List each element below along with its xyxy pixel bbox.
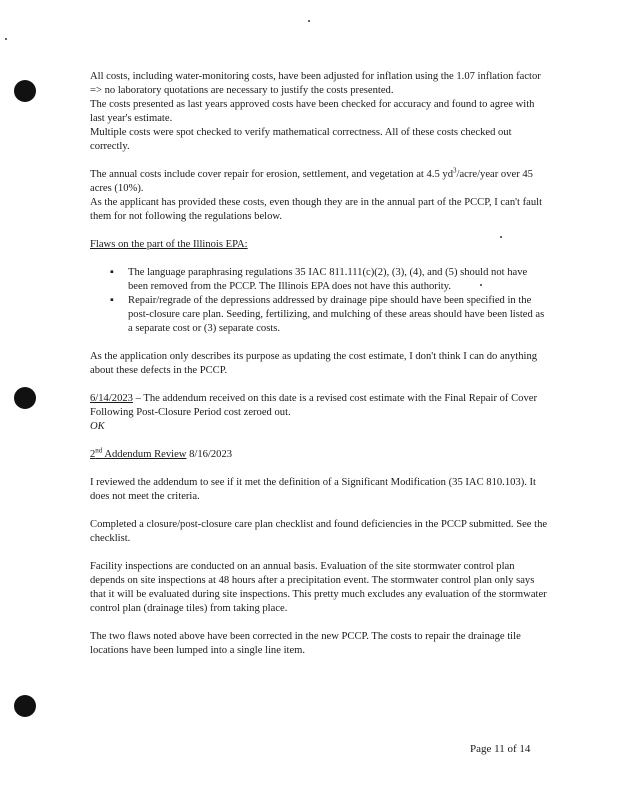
addendum-number: 2: [90, 449, 96, 460]
document-body: [90, 70, 548, 658]
paragraph-flaws-corrected: The two flaws noted above have been corrected in the new PCCP. The costs to repair the drainage tile locations have been lumped into a single line item.: [90, 631, 521, 656]
ok-note: OK: [90, 421, 105, 432]
scan-speck: [308, 20, 310, 22]
flaw-item-1: [110, 266, 548, 294]
punch-hole-top: [14, 80, 36, 102]
annual-costs-text-end: /acre/year over 45 acres (10%).: [90, 169, 533, 194]
flaws-list: [90, 266, 548, 336]
superscript-3: 3: [453, 166, 457, 175]
paragraph-annual-costs: [90, 168, 548, 196]
addendum-june-text: – The addendum received on this date is a revised cost estimate with the Final Repair of Cover Following Post-Closure Period cost zeroed out.: [90, 393, 537, 418]
paragraph-significant-mod: I reviewed the addendum to see if it met the definition of a Significant Modification (35 IAC 810.103). It does not meet the criteria.: [90, 477, 537, 502]
paragraph-spot-check: Multiple costs were spot checked to verify mathematical correctness. All of these costs checked out correctly.: [90, 127, 512, 152]
page-number: Page 11 of 14: [470, 743, 531, 755]
scan-speck: [5, 38, 7, 40]
paragraph-accuracy: The costs presented as last years approved costs have been checked for accuracy and found to agree with last year's estimate.: [90, 99, 535, 124]
punch-hole-middle: [14, 387, 36, 409]
annual-costs-text: The annual costs include cover repair for erosion, settlement, and vegetation at 4.5 yd: [90, 169, 454, 180]
paragraph-defects: As the application only describes its purpose as updating the cost estimate, I don't think I can do anything about these defects in the PCCP.: [90, 351, 538, 376]
paragraph-addendum-june: [90, 392, 548, 420]
paragraph-checklist: Completed a closure/post-closure care plan checklist and found deficiencies in the PCCP submitted. See the checklist.: [90, 519, 548, 544]
addendum-ordinal: nd: [95, 446, 103, 455]
punch-hole-bottom: [14, 695, 36, 717]
paragraph-inflation: All costs, including water-monitoring costs, have been adjusted for inflation using the 1.07 inflation factor => no laboratory quotations are necessary to justify the costs presented.: [90, 71, 541, 96]
flaws-heading: Flaws on the part of the Illinois EPA:: [90, 239, 248, 250]
flaw-text-2: Repair/regrade of the depressions addressed by drainage pipe should have been specified in the post-closure care plan. Seeding, fertilizing, and mulching of these areas should have been listed as a separate cost or (3) separate costs.: [128, 295, 545, 334]
addendum-review-date: 8/16/2023: [186, 449, 233, 460]
paragraph-applicant: As the applicant has provided these costs, even though they are in the annual part of the PCCP, I can't fault them for not following the regulations below.: [90, 197, 543, 222]
flaw-item-2: [110, 294, 548, 336]
addendum-date-june: 6/14/2023: [90, 393, 133, 404]
paragraph-inspections: Facility inspections are conducted on an annual basis. Evaluation of the site stormwater control plan depends on site inspections at 48 hours after a precipitation event. The stormwater control plan only says that it will be evaluated during site inspections. This pretty much excludes any evaluation of the stormwater control plan (drainage tiles) from taking place.: [90, 561, 547, 614]
addendum-label: Addendum Review: [102, 449, 187, 460]
bullet-icon: ▪: [110, 295, 114, 306]
flaw-text-1: The language paraphrasing regulations 35 IAC 811.111(c)(2), (3), (4), and (5) should not have been removed from the PCCP. The Illinois EPA does not have this authority.: [128, 267, 528, 292]
addendum-review-heading: [90, 448, 548, 462]
bullet-icon: ▪: [110, 267, 114, 278]
